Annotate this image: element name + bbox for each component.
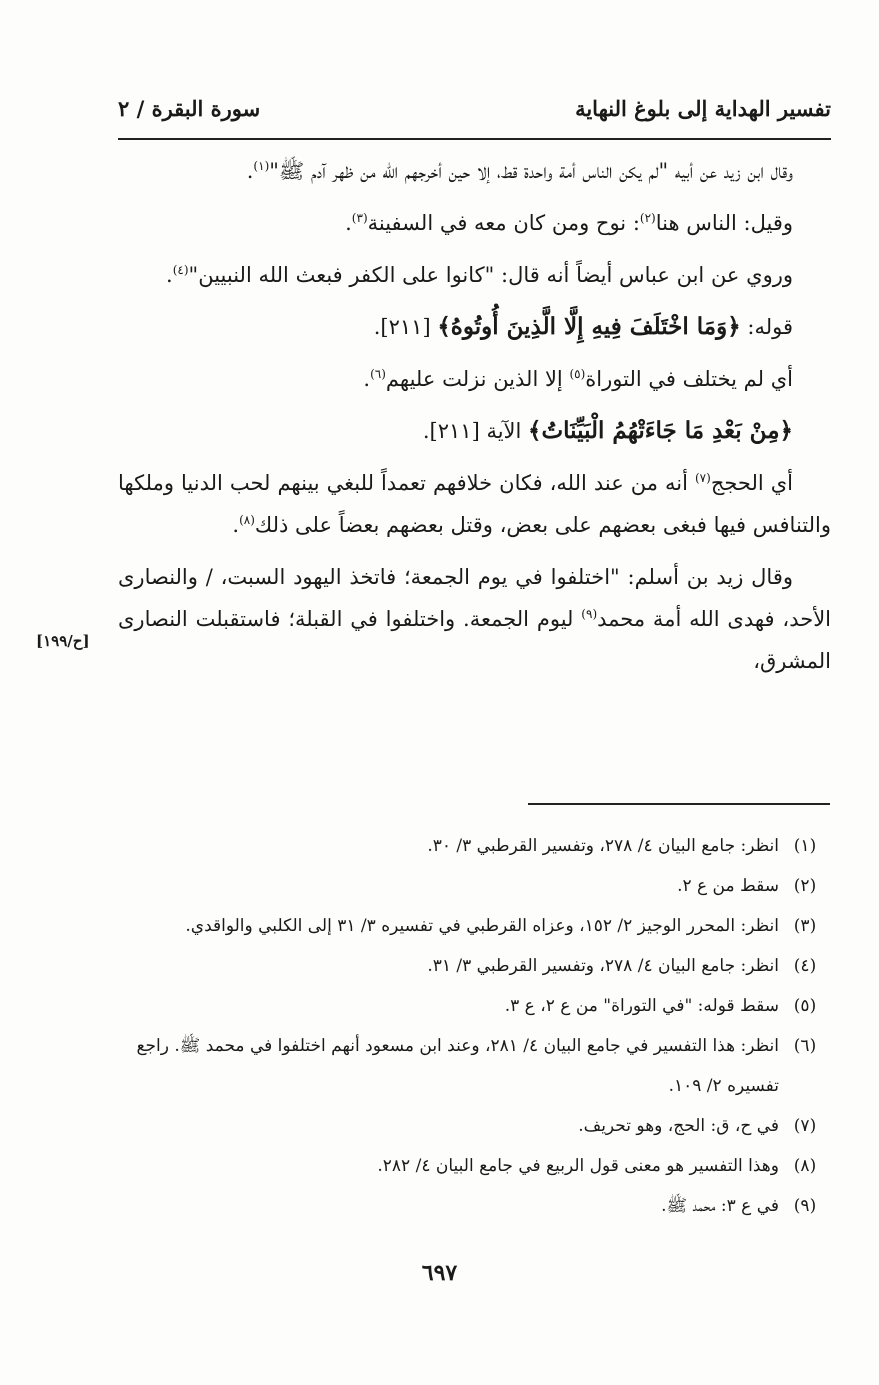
paragraph: وروي عن ابن عباس أيضاً أنه قال: "كانوا على الكفر فبعث الله النبيين"$^{(٤)}$.	[166, 263, 793, 287]
quran-verse-paragraph: قوله: ﴿وَمَا اخْتَلَفَ فِيهِ إِلَّا الَّذِينَ أُوتُوهُ﴾ [٢١١].	[373, 313, 793, 340]
manuscript-folio-marker: [ح/١٩٩]	[36, 632, 90, 650]
quran-verse: ﴿وَمَا اخْتَلَفَ فِيهِ إِلَّا الَّذِينَ أُوتُوهُ﴾	[437, 313, 741, 340]
footnotes	[118, 826, 831, 1226]
quran-verse: ﴿مِنْ بَعْدِ مَا جَاءَتْهُمُ الْبَيِّنَاتُ﴾	[528, 417, 793, 444]
paragraph: أي لم يختلف في التوراة$^{(٥)}$ إلا الذين نزلت عليهم$^{(٦)}$.	[363, 367, 793, 391]
footnote: (٨) وهذا التفسير هو معنى قول الربيع في جامع البيان ٤/ ٢٨٢.	[377, 1156, 817, 1176]
paragraph: وقال ابن زيد عن أبيه "لم يكن الناس أمة واحدة قط، إلا حين أخرجهم الله من ظهر آدم ﷺ"$^{(١)}$.	[246, 159, 793, 183]
footnote: (٣) انظر: المحرر الوجيز ٢/ ١٥٢، وعزاه القرطبي في تفسيره ٣/ ٣١ إلى الكلبي والواقدي.	[185, 916, 817, 936]
page-number: ٦٩٧	[421, 1260, 458, 1286]
running-header	[118, 92, 831, 140]
footnote: (٩) في ع ٣: محمد ﷺ.	[661, 1196, 817, 1216]
paragraph: وقال زيد بن أسلم: "اختلفوا في يوم الجمعة؛ فاتخذ اليهود السبت، / والنصارى الأحد، فهدى الله أمة محمد$^{(٩)}$ ليوم الجمعة. واختلفوا في القبلة؛ فاستقبلت النصارى المشرق،	[118, 565, 832, 673]
footnote: (٢) سقط من ع ٢.	[677, 876, 817, 896]
surah-label: سورة البقرة / ٢	[118, 96, 261, 121]
paragraph: وقيل: الناس هنا$^{(٢)}$: نوح ومن كان معه في السفينة$^{(٣)}$.	[345, 211, 793, 235]
footnote-divider	[528, 803, 830, 805]
quran-verse-paragraph: ﴿مِنْ بَعْدِ مَا جَاءَتْهُمُ الْبَيِّنَاتُ﴾ الآية [٢١١].	[422, 417, 793, 444]
main-text	[118, 150, 831, 692]
footnote: (٤) انظر: جامع البيان ٤/ ٢٧٨، وتفسير القرطبي ٣/ ٣١.	[427, 956, 817, 976]
book-title: تفسير الهداية إلى بلوغ النهاية	[575, 96, 831, 121]
footnote: (٦) انظر: هذا التفسير في جامع البيان ٤/ ٢٨١، وعند ابن مسعود أنهم اختلفوا في محمد ﷺ. راجع تفسيره ٢/ ١٠٩.	[136, 1036, 817, 1096]
footnote: (٥) سقط قوله: "في التوراة" من ع ٢، ع ٣.	[504, 996, 817, 1016]
paragraph: أي الحجج$^{(٧)}$ أنه من عند الله، فكان خلافهم تعمداً للبغي بينهم لحب الدنيا وملكها والتنافس فيها فبغى بعضهم على بعض، وقتل بعضهم بعضاً على ذلك$^{(٨)}$.	[118, 471, 831, 537]
footnote: (٧) في ح، ق: الحج، وهو تحريف.	[578, 1116, 817, 1136]
footnote: (١) انظر: جامع البيان ٤/ ٢٧٨، وتفسير القرطبي ٣/ ٣٠.	[427, 836, 817, 856]
